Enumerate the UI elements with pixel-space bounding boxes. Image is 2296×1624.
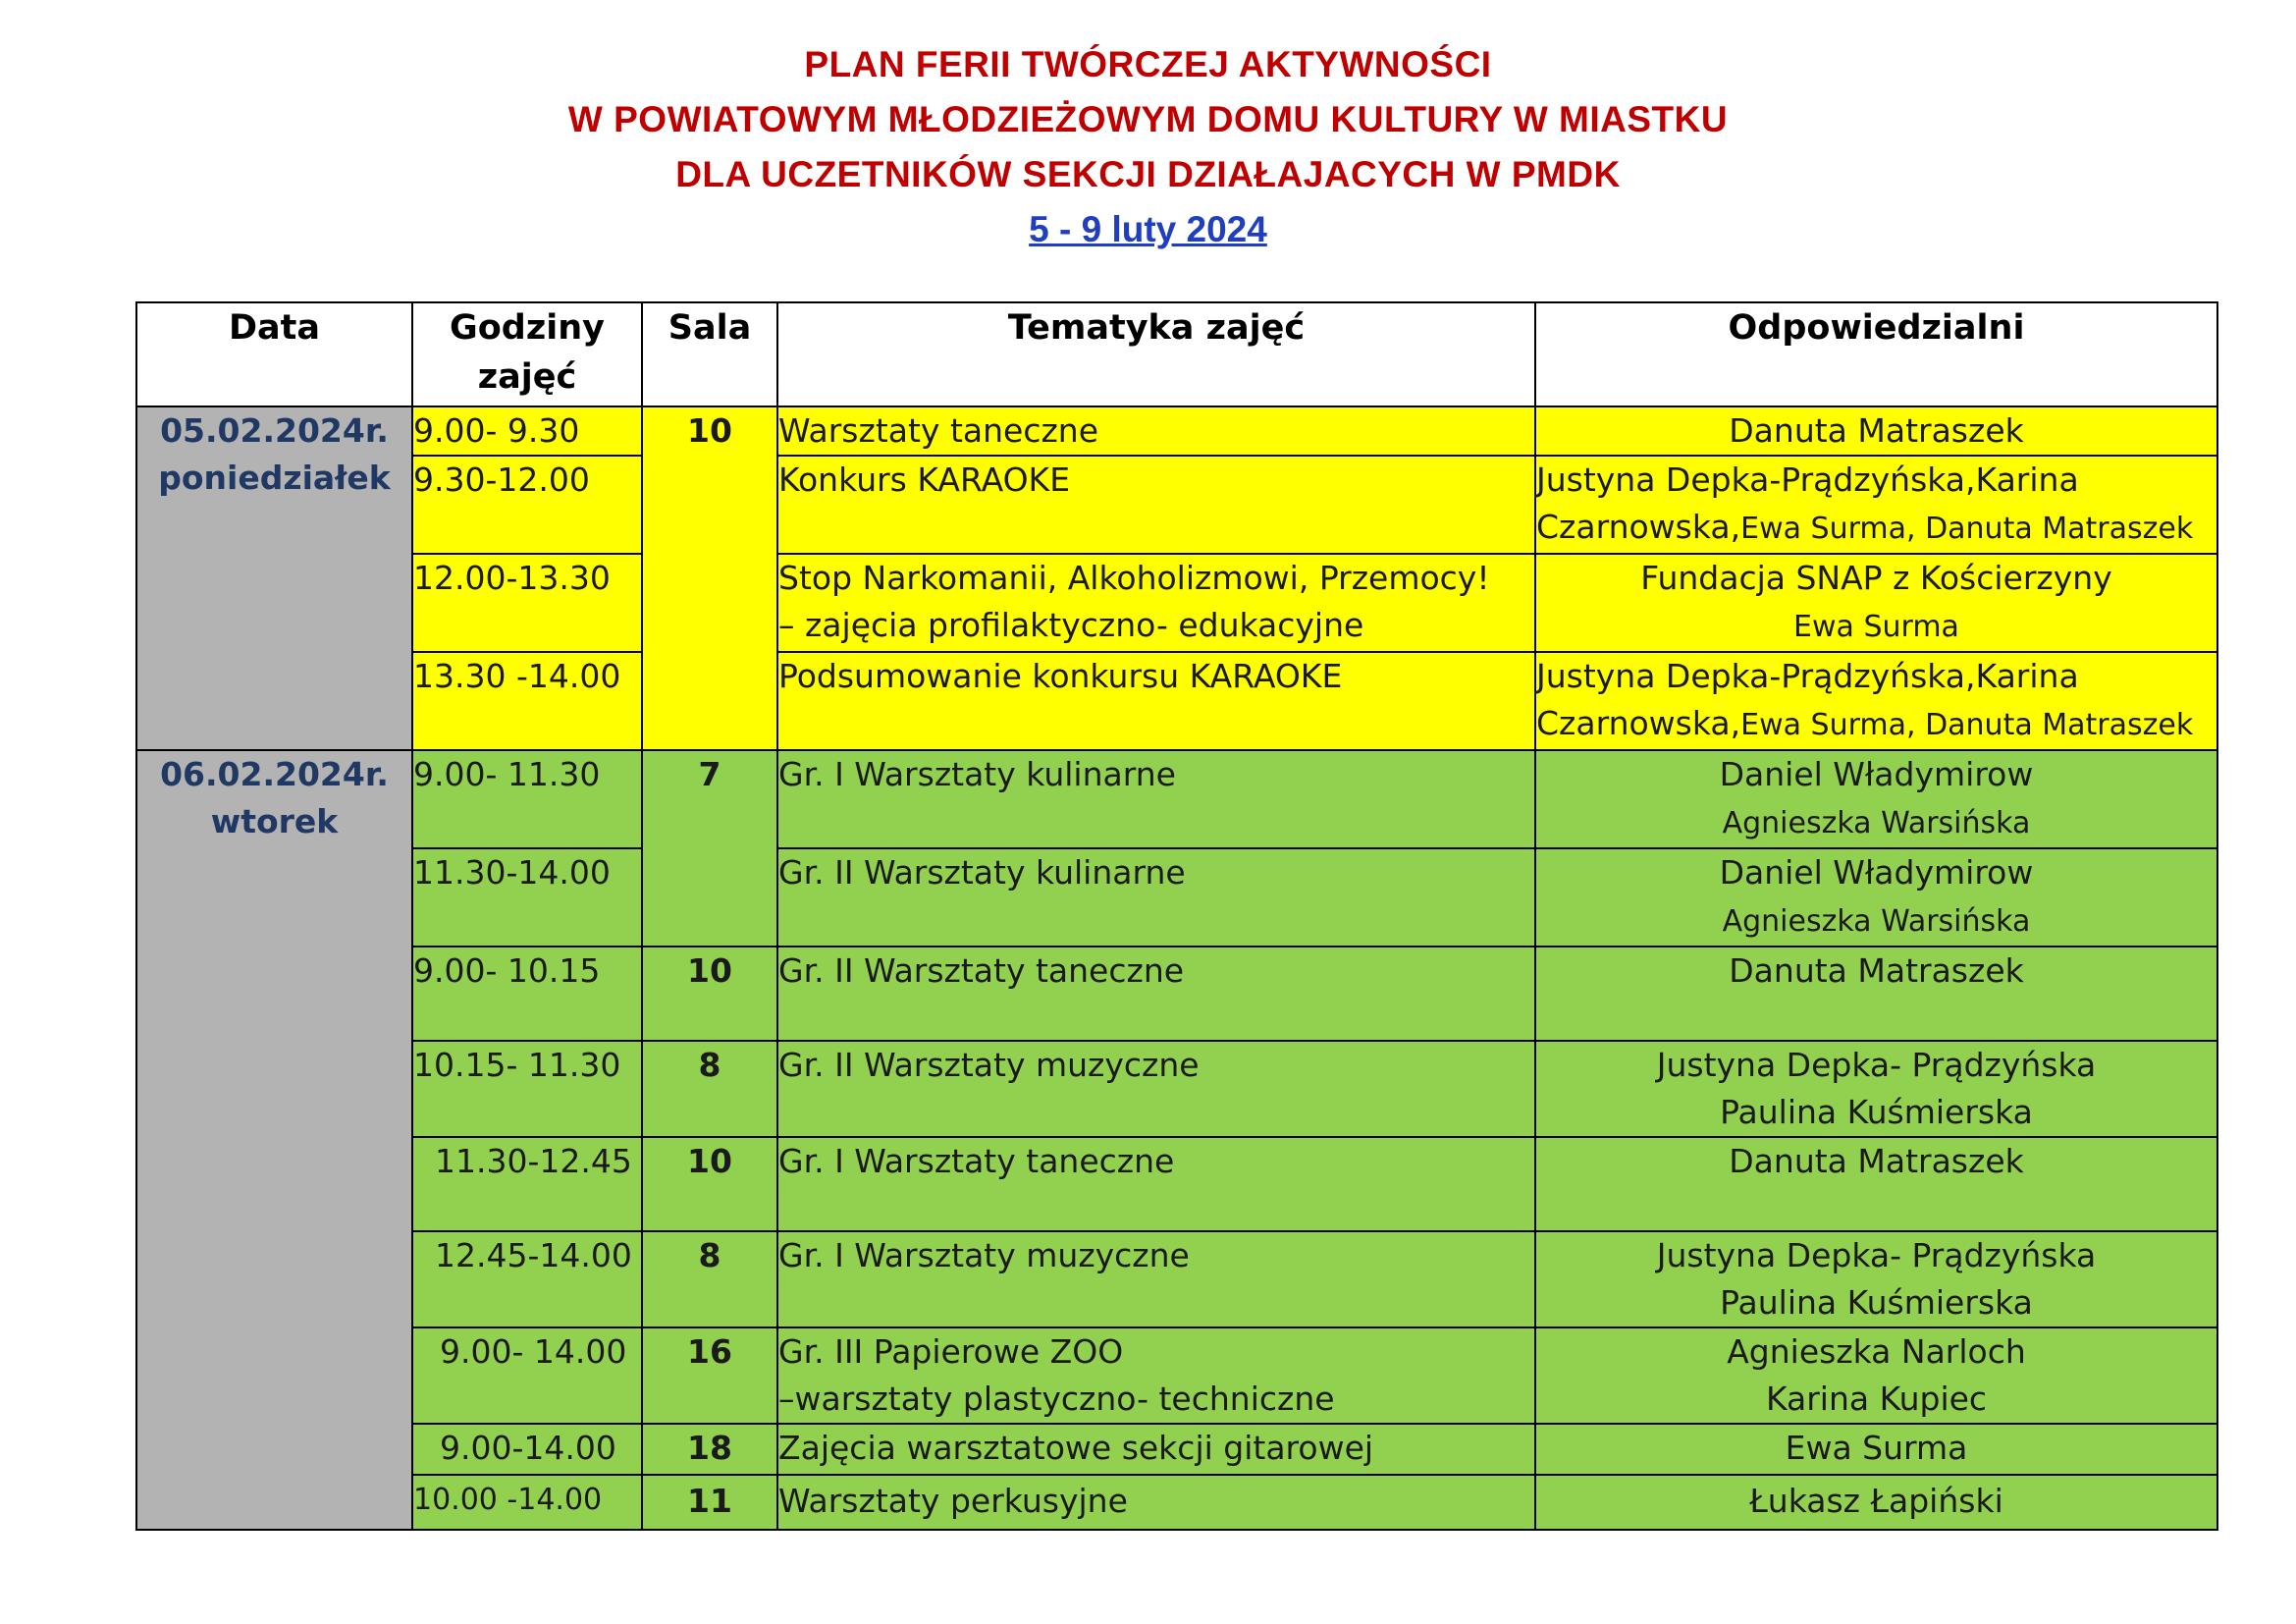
responsible-cell: Daniel Władymirow Agnieszka Warsińska bbox=[1535, 750, 2217, 848]
responsible-cell: Danuta Matraszek bbox=[1535, 406, 2217, 456]
room-cell: 7 bbox=[642, 750, 777, 947]
document-header bbox=[0, 37, 2296, 257]
table-row bbox=[136, 947, 2217, 1041]
responsible-cell: Danuta Matraszek bbox=[1535, 947, 2217, 1041]
room-cell: 8 bbox=[642, 1041, 777, 1137]
table-row bbox=[136, 750, 2217, 848]
table-row bbox=[136, 1231, 2217, 1327]
table-row bbox=[136, 1475, 2217, 1530]
responsible-cell: Daniel Władymirow Agnieszka Warsińska bbox=[1535, 848, 2217, 947]
topic-cell: Warsztaty taneczne bbox=[777, 406, 1535, 456]
table-row bbox=[136, 1137, 2217, 1231]
hours-cell: 9.00- 9.30 bbox=[412, 406, 642, 456]
table-row bbox=[136, 406, 2217, 456]
responsible-cell: Justyna Depka- Prądzyńska Paulina Kuśmierska bbox=[1535, 1041, 2217, 1137]
hours-cell: 9.30-12.00 bbox=[412, 456, 642, 554]
col-header-responsible: Odpowiedzialni bbox=[1535, 302, 2217, 406]
table-row bbox=[136, 456, 2217, 554]
room-cell: 18 bbox=[642, 1424, 777, 1475]
hours-cell: 9.00-14.00 bbox=[412, 1424, 642, 1475]
col-header-date: Data bbox=[136, 302, 412, 406]
topic-cell: Gr. I Warsztaty taneczne bbox=[777, 1137, 1535, 1231]
topic-cell: Zajęcia warsztatowe sekcji gitarowej bbox=[777, 1424, 1535, 1475]
title-line-3: DLA UCZETNIKÓW SEKCJI DZIAŁAJACYCH W PMDK bbox=[675, 154, 1621, 194]
room-cell: 16 bbox=[642, 1327, 777, 1424]
topic-cell: Gr. II Warsztaty taneczne bbox=[777, 947, 1535, 1041]
responsible-cell: Danuta Matraszek bbox=[1535, 1137, 2217, 1231]
responsible-cell: Justyna Depka-Prądzyńska,Karina Czarnowska,Ewa Surma, Danuta Matraszek bbox=[1535, 456, 2217, 554]
table-row bbox=[136, 554, 2217, 652]
room-cell: 10 bbox=[642, 1137, 777, 1231]
table-header-row bbox=[136, 302, 2217, 406]
table-row bbox=[136, 1327, 2217, 1424]
col-header-room: Sala bbox=[642, 302, 777, 406]
responsible-cell: Justyna Depka-Prądzyńska,Karina Czarnowska,Ewa Surma, Danuta Matraszek bbox=[1535, 652, 2217, 750]
hours-cell: 12.00-13.30 bbox=[412, 554, 642, 652]
room-cell: 8 bbox=[642, 1231, 777, 1327]
responsible-cell: Łukasz Łapiński bbox=[1535, 1475, 2217, 1530]
room-cell: 10 bbox=[642, 406, 777, 750]
room-cell: 10 bbox=[642, 947, 777, 1041]
topic-cell: Gr. I Warsztaty kulinarne bbox=[777, 750, 1535, 848]
topic-cell: Podsumowanie konkursu KARAOKE bbox=[777, 652, 1535, 750]
hours-cell: 12.45-14.00 bbox=[412, 1231, 642, 1327]
hours-cell: 10.15- 11.30 bbox=[412, 1041, 642, 1137]
hours-cell: 9.00- 14.00 bbox=[412, 1327, 642, 1424]
hours-cell: 10.00 -14.00 bbox=[412, 1475, 642, 1530]
topic-cell: Warsztaty perkusyjne bbox=[777, 1475, 1535, 1530]
hours-cell: 11.30-14.00 bbox=[412, 848, 642, 947]
col-header-hours: Godziny zajęć bbox=[412, 302, 642, 406]
hours-cell: 11.30-12.45 bbox=[412, 1137, 642, 1231]
col-header-topic: Tematyka zajęć bbox=[777, 302, 1535, 406]
topic-cell: Konkurs KARAOKE bbox=[777, 456, 1535, 554]
room-cell: 11 bbox=[642, 1475, 777, 1530]
hours-cell: 13.30 -14.00 bbox=[412, 652, 642, 750]
topic-cell: Stop Narkomanii, Alkoholizmowi, Przemocy! – zajęcia profilaktyczno- edukacyjne bbox=[777, 554, 1535, 652]
responsible-cell: Agnieszka Narloch Karina Kupiec bbox=[1535, 1327, 2217, 1424]
title-line-2: W POWIATOWYM MŁODZIEŻOWYM DOMU KULTURY W MIASTKU bbox=[567, 99, 1729, 139]
topic-cell: Gr. I Warsztaty muzyczne bbox=[777, 1231, 1535, 1327]
table-row bbox=[136, 652, 2217, 750]
topic-cell: Gr. II Warsztaty kulinarne bbox=[777, 848, 1535, 947]
date-cell-tuesday: 06.02.2024r. wtorek bbox=[136, 750, 412, 1530]
hours-cell: 9.00- 11.30 bbox=[412, 750, 642, 848]
date-cell-monday: 05.02.2024r. poniedziałek bbox=[136, 406, 412, 750]
topic-cell: Gr. II Warsztaty muzyczne bbox=[777, 1041, 1535, 1137]
hours-cell: 9.00- 10.15 bbox=[412, 947, 642, 1041]
table-row bbox=[136, 848, 2217, 947]
schedule-table bbox=[135, 301, 2218, 1531]
table-row bbox=[136, 1424, 2217, 1475]
responsible-cell: Justyna Depka- Prądzyńska Paulina Kuśmierska bbox=[1535, 1231, 2217, 1327]
date-range: 5 - 9 luty 2024 bbox=[1029, 209, 1267, 249]
responsible-cell: Ewa Surma bbox=[1535, 1424, 2217, 1475]
topic-cell: Gr. III Papierowe ZOO –warsztaty plastyczno- techniczne bbox=[777, 1327, 1535, 1424]
title-line-1: PLAN FERII TWÓRCZEJ AKTYWNOŚCI bbox=[804, 44, 1492, 84]
responsible-cell: Fundacja SNAP z Kościerzyny Ewa Surma bbox=[1535, 554, 2217, 652]
table-row bbox=[136, 1041, 2217, 1137]
